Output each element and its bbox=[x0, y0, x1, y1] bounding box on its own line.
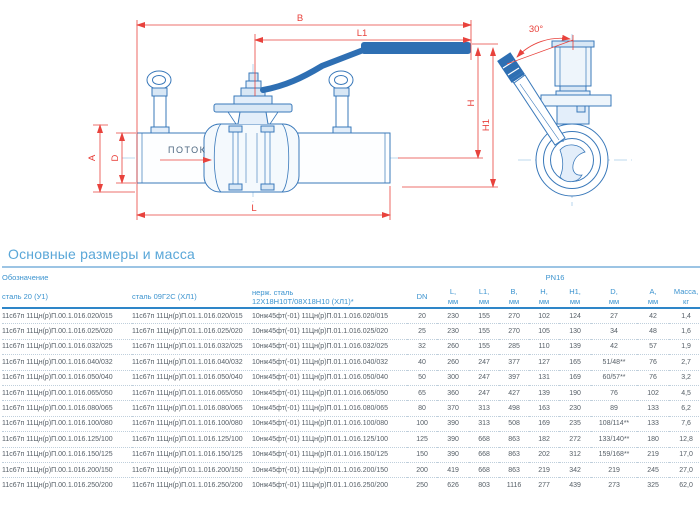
cell-h1: 124 bbox=[569, 312, 581, 320]
cell-steel20: 11с67п 11Цн(р)П.00.1.016.032/025 bbox=[2, 343, 113, 351]
cell-stainless: 10нж45фт(-01) 11Цн(р)П.01.1.016.040/032 bbox=[252, 358, 388, 366]
cell-h: 163 bbox=[538, 405, 550, 413]
cell-h1: 130 bbox=[569, 328, 581, 336]
cell-steel09g2s: 11с67п 11Цн(р)П.01.1.016.150/125 bbox=[132, 451, 243, 459]
cell-stainless: 10нж45фт(-01) 11Цн(р)П.01.1.016.080/065 bbox=[252, 405, 388, 413]
table-row bbox=[2, 447, 700, 462]
cell-d: 51/48** bbox=[602, 358, 626, 366]
cell-l: 419 bbox=[447, 466, 459, 474]
cell-d: 34 bbox=[610, 328, 618, 336]
cell-h1: 342 bbox=[569, 466, 581, 474]
cell-a: 245 bbox=[647, 466, 659, 474]
cell-mass: 1,4 bbox=[681, 312, 691, 320]
table-row bbox=[2, 355, 700, 370]
cell-h1: 439 bbox=[569, 481, 581, 489]
cell-l1: 155 bbox=[478, 343, 490, 351]
cell-mass: 1,6 bbox=[681, 328, 691, 336]
dim-label-l: L bbox=[251, 203, 257, 214]
cell-stainless: 10нж45фт(-01) 11Цн(р)П.01.1.016.025/020 bbox=[252, 328, 388, 336]
cell-steel20: 11с67п 11Цн(р)П.00.1.016.080/065 bbox=[2, 405, 113, 413]
cell-steel20: 11с67п 11Цн(р)П.00.1.016.150/125 bbox=[2, 451, 113, 459]
cell-h1: 139 bbox=[569, 343, 581, 351]
cell-l1: 247 bbox=[478, 374, 490, 382]
cell-a: 102 bbox=[647, 389, 659, 397]
cell-l1: 247 bbox=[478, 389, 490, 397]
cell-d: 133/140** bbox=[598, 435, 630, 443]
cell-h: 219 bbox=[538, 466, 550, 474]
cell-h: 169 bbox=[538, 420, 550, 428]
cell-steel09g2s: 11с67п 11Цн(р)П.01.1.016.032/025 bbox=[132, 343, 243, 351]
cell-mass: 17,0 bbox=[679, 451, 693, 459]
column-header-steel09g2s: сталь 09Г2С (ХЛ1) bbox=[132, 292, 197, 301]
cell-h1: 169 bbox=[569, 374, 581, 382]
designation-group-header: Обозначение bbox=[2, 272, 49, 282]
cell-steel09g2s: 11с67п 11Цн(р)П.01.1.016.025/020 bbox=[132, 328, 243, 336]
cell-stainless: 10нж45фт(-01) 11Цн(р)П.01.1.016.020/015 bbox=[252, 312, 388, 320]
column-header-l1: L1, мм bbox=[478, 287, 490, 306]
column-header-l: L, мм bbox=[447, 287, 459, 306]
cell-steel20: 11с67п 11Цн(р)П.00.1.016.250/200 bbox=[2, 481, 113, 489]
cell-mass: 12,8 bbox=[679, 435, 693, 443]
cell-stainless: 10нж45фт(-01) 11Цн(р)П.01.1.016.250/200 bbox=[252, 481, 388, 489]
cell-a: 76 bbox=[649, 374, 657, 382]
cell-dn: 25 bbox=[418, 328, 426, 336]
column-header-h1: H1, мм bbox=[569, 287, 581, 306]
cell-b: 863 bbox=[508, 435, 520, 443]
column-header-d: D, мм bbox=[608, 287, 620, 306]
cell-l1: 313 bbox=[478, 420, 490, 428]
cell-h: 277 bbox=[538, 481, 550, 489]
vent-valve-right bbox=[329, 71, 353, 133]
column-header-stainless: нерж. сталь 12Х18Н10Т/08Х18Н10 (ХЛ1)* bbox=[252, 287, 354, 306]
cell-b: 1116 bbox=[506, 481, 522, 489]
column-header-mass: Масса, кг bbox=[673, 287, 699, 306]
table-row bbox=[2, 478, 700, 493]
cell-d: 273 bbox=[608, 481, 620, 489]
table-row bbox=[2, 370, 700, 385]
cell-b: 863 bbox=[508, 466, 520, 474]
valve-technical-drawing bbox=[0, 0, 700, 244]
cell-h1: 165 bbox=[569, 358, 581, 366]
cell-d: 159/168** bbox=[598, 451, 630, 459]
cell-b: 508 bbox=[508, 420, 520, 428]
cell-h: 202 bbox=[538, 451, 550, 459]
dimensions-table-body bbox=[2, 308, 700, 493]
cell-l1: 313 bbox=[478, 405, 490, 413]
cell-d: 42 bbox=[610, 343, 618, 351]
cell-mass: 6,2 bbox=[681, 405, 691, 413]
cell-steel20: 11с67п 11Цн(р)П.00.1.016.025/020 bbox=[2, 328, 113, 336]
cell-h1: 230 bbox=[569, 405, 581, 413]
stem-assembly bbox=[214, 73, 292, 124]
cell-steel20: 11с67п 11Цн(р)П.00.1.016.100/080 bbox=[2, 420, 113, 428]
dim-label-angle: 30° bbox=[528, 24, 544, 35]
cell-h1: 312 bbox=[569, 451, 581, 459]
cell-stainless: 10нж45фт(-01) 11Цн(р)П.01.1.016.032/025 bbox=[252, 343, 388, 351]
cell-l: 230 bbox=[447, 328, 459, 336]
cell-dn: 80 bbox=[418, 405, 426, 413]
cell-dn: 125 bbox=[416, 435, 428, 443]
cell-steel09g2s: 11с67п 11Цн(р)П.01.1.016.050/040 bbox=[132, 374, 243, 382]
cell-a: 133 bbox=[647, 420, 659, 428]
cell-h: 139 bbox=[538, 389, 550, 397]
cell-steel20: 11с67п 11Цн(р)П.00.1.016.200/150 bbox=[2, 466, 113, 474]
cell-steel20: 11с67п 11Цн(р)П.00.1.016.040/032 bbox=[2, 358, 113, 366]
cell-steel20: 11с67п 11Цн(р)П.00.1.016.125/100 bbox=[2, 435, 113, 443]
dim-label-l1: L1 bbox=[356, 28, 368, 39]
cell-b: 397 bbox=[508, 374, 520, 382]
group-header-row bbox=[2, 267, 700, 286]
table-row bbox=[2, 432, 700, 447]
cell-dn: 150 bbox=[416, 451, 428, 459]
cell-l1: 247 bbox=[478, 358, 490, 366]
cell-stainless: 10нж45фт(-01) 11Цн(р)П.01.1.016.125/100 bbox=[252, 435, 388, 443]
cell-b: 377 bbox=[508, 358, 520, 366]
cell-mass: 27,0 bbox=[679, 466, 693, 474]
dim-label-b: B bbox=[296, 13, 304, 24]
cell-steel09g2s: 11с67п 11Цн(р)П.01.1.016.065/050 bbox=[132, 389, 243, 397]
cell-a: 57 bbox=[649, 343, 657, 351]
column-header-steel20: сталь 20 (У1) bbox=[2, 292, 48, 301]
cell-dn: 40 bbox=[418, 358, 426, 366]
cell-mass: 4,5 bbox=[681, 389, 691, 397]
cell-steel09g2s: 11с67п 11Цн(р)П.01.1.016.200/150 bbox=[132, 466, 243, 474]
dim-label-h: H bbox=[466, 99, 477, 107]
vent-valve-left bbox=[147, 71, 171, 133]
cell-stainless: 10нж45фт(-01) 11Цн(р)П.01.1.016.200/150 bbox=[252, 466, 388, 474]
table-row bbox=[2, 462, 700, 477]
cell-a: 325 bbox=[647, 481, 659, 489]
cell-steel09g2s: 11с67п 11Цн(р)П.01.1.016.080/065 bbox=[132, 405, 243, 413]
cell-h: 131 bbox=[538, 374, 550, 382]
cell-dn: 200 bbox=[416, 466, 428, 474]
cell-steel09g2s: 11с67п 11Цн(р)П.01.1.016.040/032 bbox=[132, 358, 243, 366]
cell-stainless: 10нж45фт(-01) 11Цн(р)П.01.1.016.050/040 bbox=[252, 374, 388, 382]
cell-l: 300 bbox=[447, 374, 459, 382]
cell-d: 89 bbox=[610, 405, 618, 413]
cell-dn: 50 bbox=[418, 374, 426, 382]
cell-steel09g2s: 11с67п 11Цн(р)П.01.1.016.250/200 bbox=[132, 481, 243, 489]
cell-mass: 62,0 bbox=[679, 481, 693, 489]
cell-steel09g2s: 11с67п 11Цн(р)П.01.1.016.125/100 bbox=[132, 435, 243, 443]
cell-d: 76 bbox=[610, 389, 618, 397]
cell-b: 270 bbox=[508, 312, 520, 320]
cell-d: 60/57** bbox=[602, 374, 626, 382]
cell-l: 626 bbox=[447, 481, 459, 489]
dimensions-table bbox=[2, 266, 700, 493]
cell-l: 390 bbox=[447, 435, 459, 443]
cell-b: 285 bbox=[508, 343, 520, 351]
cell-mass: 7,6 bbox=[681, 420, 691, 428]
cell-l1: 155 bbox=[478, 328, 490, 336]
valve-side-view bbox=[137, 42, 471, 192]
cell-a: 133 bbox=[647, 405, 659, 413]
cell-stainless: 10нж45фт(-01) 11Цн(р)П.01.1.016.150/125 bbox=[252, 451, 388, 459]
cell-l: 390 bbox=[447, 420, 459, 428]
cell-dn: 65 bbox=[418, 389, 426, 397]
section-title: Основные размеры и масса bbox=[8, 246, 196, 262]
cell-a: 180 bbox=[647, 435, 659, 443]
cell-l1: 668 bbox=[478, 435, 490, 443]
dim-label-h1: H1 bbox=[481, 118, 492, 132]
cell-steel20: 11с67п 11Цн(р)П.00.1.016.050/040 bbox=[2, 374, 113, 382]
cell-mass: 2,7 bbox=[681, 358, 691, 366]
cell-steel09g2s: 11с67п 11Цн(р)П.01.1.016.100/080 bbox=[132, 420, 243, 428]
cell-h1: 235 bbox=[569, 420, 581, 428]
dim-label-d: D bbox=[110, 154, 121, 162]
column-header-dn: DN bbox=[416, 292, 428, 301]
cell-l1: 668 bbox=[478, 466, 490, 474]
cell-l: 230 bbox=[447, 312, 459, 320]
flow-label: ПОТОК bbox=[168, 145, 207, 155]
cell-d: 108/114** bbox=[598, 420, 630, 428]
column-header-row bbox=[2, 286, 700, 308]
cell-l1: 803 bbox=[478, 481, 490, 489]
handle-side-view bbox=[263, 42, 471, 90]
cell-h1: 272 bbox=[569, 435, 581, 443]
cell-a: 48 bbox=[649, 328, 657, 336]
dim-label-a: A bbox=[87, 154, 98, 162]
table-row bbox=[2, 324, 700, 339]
cell-a: 76 bbox=[649, 358, 657, 366]
valve-end-view bbox=[498, 41, 611, 196]
cell-b: 270 bbox=[508, 328, 520, 336]
column-header-h: H, мм bbox=[538, 287, 550, 306]
cell-mass: 3,2 bbox=[681, 374, 691, 382]
cell-stainless: 10нж45фт(-01) 11Цн(р)П.01.1.016.100/080 bbox=[252, 420, 388, 428]
cell-h: 182 bbox=[538, 435, 550, 443]
cell-b: 427 bbox=[508, 389, 520, 397]
cell-b: 863 bbox=[508, 451, 520, 459]
cell-l: 370 bbox=[447, 405, 459, 413]
cell-mass: 1,9 bbox=[681, 343, 691, 351]
pn-group-header: PN16 bbox=[545, 272, 565, 282]
table-row bbox=[2, 308, 700, 324]
cell-dn: 250 bbox=[416, 481, 428, 489]
cell-l: 260 bbox=[447, 343, 459, 351]
cell-d: 219 bbox=[608, 466, 620, 474]
cell-h: 102 bbox=[538, 312, 550, 320]
column-header-b: B, мм bbox=[508, 287, 520, 306]
cell-l1: 668 bbox=[478, 451, 490, 459]
cell-dn: 100 bbox=[416, 420, 428, 428]
cell-l1: 155 bbox=[478, 312, 490, 320]
cell-steel09g2s: 11с67п 11Цн(р)П.01.1.016.020/015 bbox=[132, 312, 243, 320]
cell-l: 390 bbox=[447, 451, 459, 459]
cell-l: 360 bbox=[447, 389, 459, 397]
table-row bbox=[2, 339, 700, 354]
cell-steel20: 11с67п 11Цн(р)П.00.1.016.020/015 bbox=[2, 312, 113, 320]
cell-stainless: 10нж45фт(-01) 11Цн(р)П.01.1.016.065/050 bbox=[252, 389, 388, 397]
cell-h: 105 bbox=[538, 328, 550, 336]
cell-a: 42 bbox=[649, 312, 657, 320]
cell-steel20: 11с67п 11Цн(р)П.00.1.016.065/050 bbox=[2, 389, 113, 397]
cell-h: 127 bbox=[538, 358, 550, 366]
column-header-a: A, мм bbox=[647, 287, 659, 306]
cell-dn: 32 bbox=[418, 343, 426, 351]
cell-h1: 190 bbox=[569, 389, 581, 397]
cell-b: 498 bbox=[508, 405, 520, 413]
cell-d: 27 bbox=[610, 312, 618, 320]
cell-h: 110 bbox=[538, 343, 550, 351]
table-row bbox=[2, 401, 700, 416]
cell-a: 219 bbox=[647, 451, 659, 459]
cell-l: 260 bbox=[447, 358, 459, 366]
cell-dn: 20 bbox=[418, 312, 426, 320]
table-row bbox=[2, 385, 700, 400]
table-row bbox=[2, 416, 700, 431]
